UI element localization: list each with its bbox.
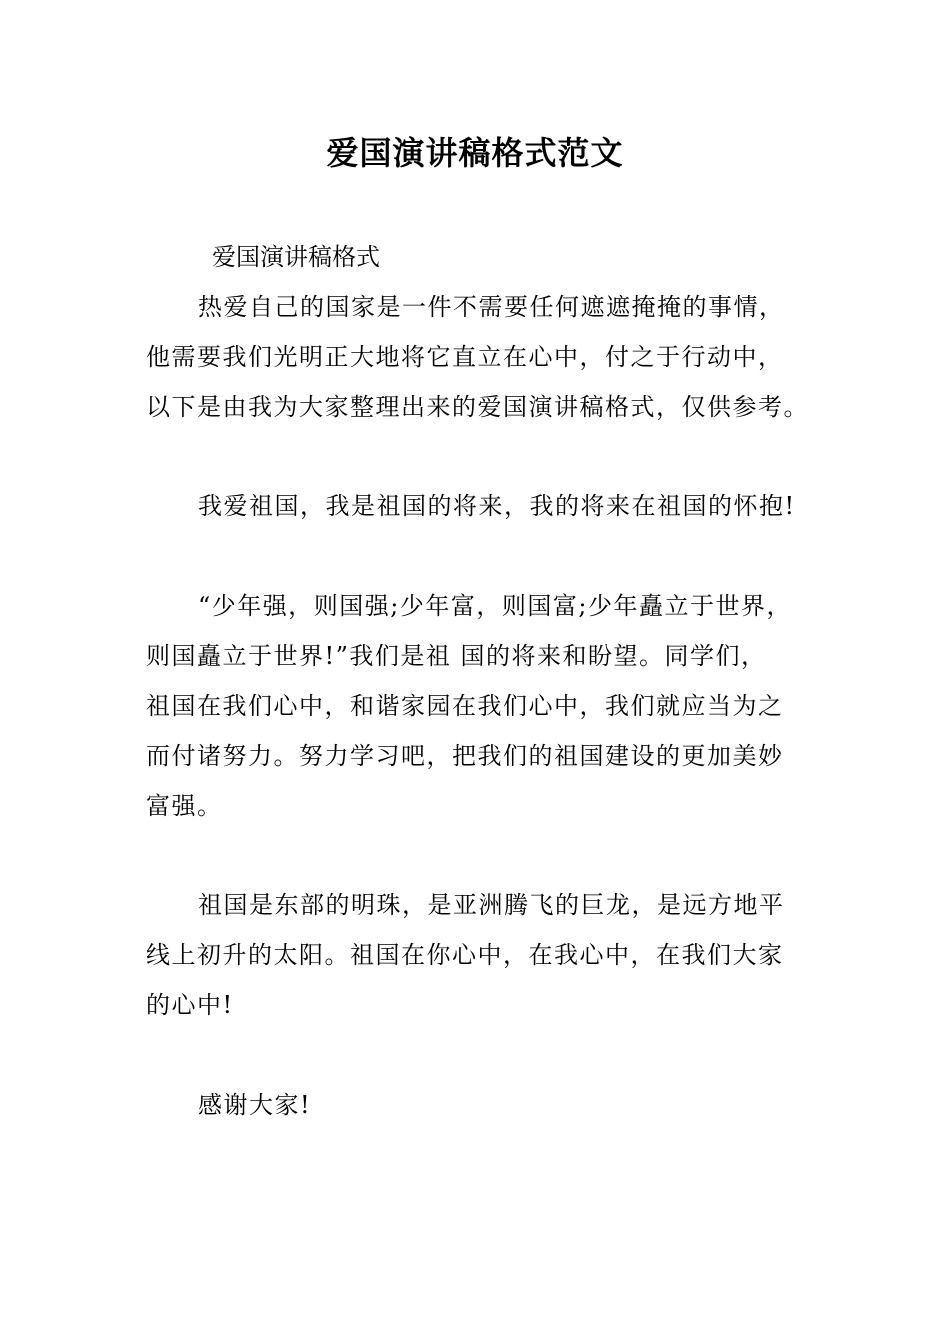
- subheading: 爱国演讲稿格式: [212, 243, 380, 271]
- paragraph-line: 祖国在我们心中，和谐家园在我们心中，我们就应当为之: [146, 692, 784, 720]
- paragraph-pearl: [146, 880, 826, 1030]
- paragraph-line: 富强。: [146, 792, 223, 820]
- paragraph-love-country: [146, 481, 826, 531]
- paragraph-thanks: [146, 1080, 826, 1130]
- paragraph-youth: [146, 581, 826, 831]
- paragraph-line: 以下是由我为大家整理出来的爱国演讲稿格式，仅供参考。: [146, 393, 809, 421]
- paragraph-line: 感谢大家!: [198, 1091, 312, 1119]
- paragraph-line: 祖国是东部的明珠，是亚洲腾飞的巨龙，是远方地平: [198, 891, 785, 919]
- paragraph-line: 我爱祖国，我是祖国的将来，我的将来在祖国的怀抱!: [198, 492, 796, 520]
- paragraph-intro: [146, 282, 826, 432]
- paragraph-line: 的心中!: [146, 991, 234, 1019]
- paragraph-line: “少年强，则国强;少年富，则国富;少年矗立于世界，: [198, 592, 792, 620]
- paragraph-line: 他需要我们光明正大地将它直立在心中，付之于行动中，: [146, 343, 784, 371]
- paragraph-line: 则国矗立于世界!”我们是祖 国的将来和盼望。同学们，: [146, 642, 767, 670]
- paragraph-line: 而付诸努力。努力学习吧，把我们的祖国建设的更加美妙: [146, 742, 784, 770]
- page-title: 爱国演讲稿格式范文: [326, 134, 624, 172]
- paragraph-line: 线上初升的太阳。祖国在你心中，在我心中，在我们大家: [146, 941, 784, 969]
- paragraph-line: 热爱自己的国家是一件不需要任何遮遮掩掩的事情，: [198, 293, 785, 321]
